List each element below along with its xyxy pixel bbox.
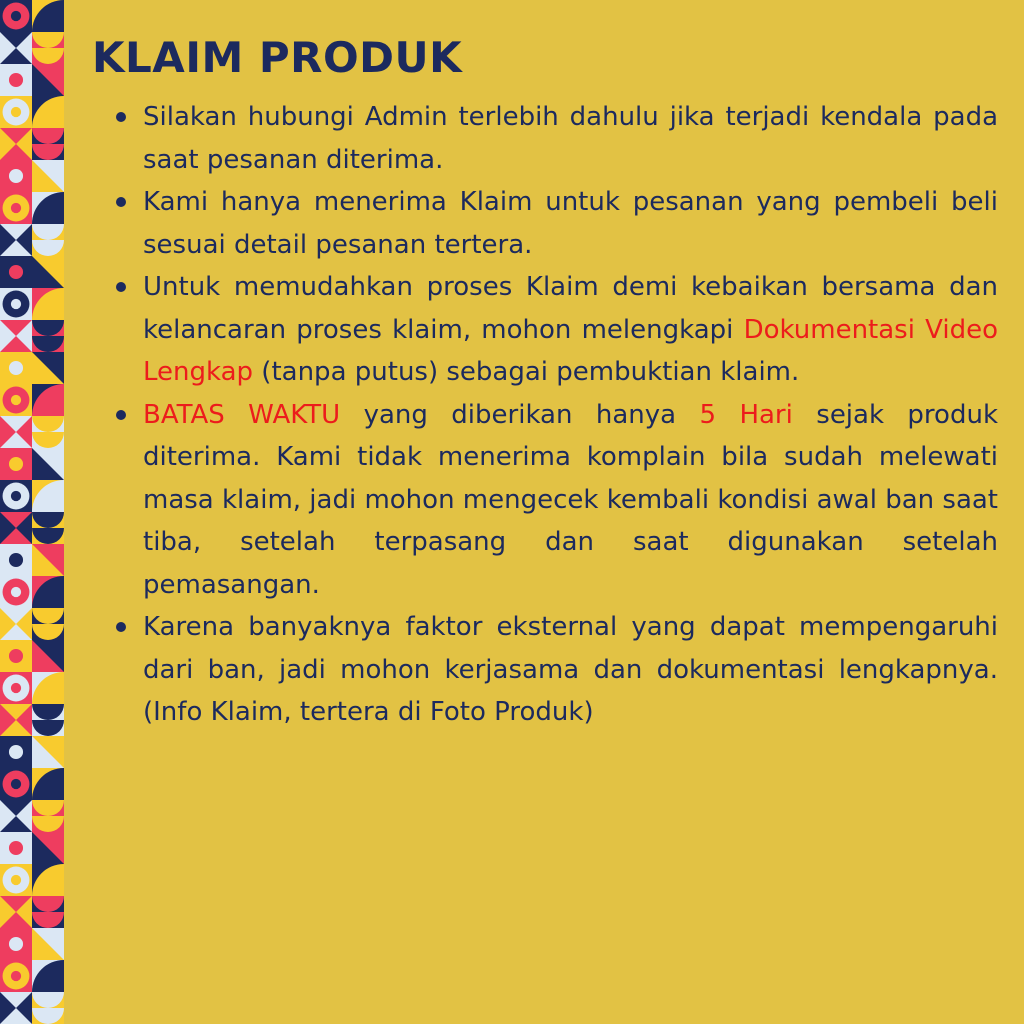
- pattern-circle-inner: [11, 203, 21, 213]
- rule-text: Silakan hubungi Admin terlebih dahulu jika terjadi kendala pada saat pesanan diterima.: [143, 102, 998, 175]
- pattern-dot: [9, 265, 23, 279]
- bullet-dot-icon: [116, 197, 126, 207]
- highlight-days: 5 Hari: [699, 399, 793, 430]
- pattern-dot: [9, 73, 23, 87]
- highlight-video-documentation: Dokumentasi Video Lengkap: [143, 314, 998, 387]
- highlight-time-limit: BATAS WAKTU: [143, 399, 341, 430]
- rule-item: [143, 606, 998, 734]
- rule-item: [143, 181, 998, 266]
- pattern-circle-inner: [11, 395, 21, 405]
- pattern-circle-inner: [11, 107, 21, 117]
- pattern-circle-inner: [11, 587, 21, 597]
- pattern-circle-inner: [11, 779, 21, 789]
- rule-text: sejak produk diterima. Kami tidak menerima komplain bila sudah melewati masa klaim, jadi mohon mengecek kembali kondisi awal ban saat tiba, setelah terpasang dan saat digunakan setelah pemasangan.: [143, 399, 999, 600]
- pattern-dot: [9, 937, 23, 951]
- pattern-dot: [9, 649, 23, 663]
- pattern-dot: [9, 841, 23, 855]
- bullet-dot-icon: [116, 112, 126, 122]
- pattern-circle-inner: [11, 491, 21, 501]
- pattern-circle-inner: [11, 875, 21, 885]
- geometric-pattern-strip: [0, 0, 64, 1024]
- pattern-dot: [9, 361, 23, 375]
- main-content: [92, 30, 998, 734]
- pattern-circle-inner: [11, 683, 21, 693]
- pattern-dot: [9, 553, 23, 567]
- rule-text: Kami hanya menerima Klaim untuk pesanan yang pembeli beli sesuai detail pesanan tertera.: [143, 187, 998, 260]
- rule-item: [143, 266, 998, 394]
- pattern-circle-inner: [11, 971, 21, 981]
- pattern-circle-inner: [11, 299, 21, 309]
- rule-text: Untuk memudahkan proses Klaim demi kebaikan bersama dan kelancaran proses klaim, mohon melengkapi: [143, 272, 998, 345]
- pattern-circle-inner: [11, 11, 21, 21]
- pattern-dot: [9, 457, 23, 471]
- bullet-dot-icon: [116, 282, 126, 292]
- rule-text: Karena banyaknya faktor eksternal yang dapat mempengaruhi dari ban, jadi mohon kerjasama dan dokumentasi lengkapnya. (Info Klaim, tertera di Foto Produk): [143, 612, 998, 727]
- page-title: KLAIM PRODUK: [92, 33, 463, 82]
- rule-item: [143, 96, 998, 181]
- rules-list: [92, 96, 998, 734]
- rule-text: yang diberikan hanya: [340, 399, 700, 430]
- pattern-dot: [9, 169, 23, 183]
- rule-item: [143, 394, 998, 607]
- bullet-dot-icon: [116, 410, 126, 420]
- bullet-dot-icon: [116, 622, 126, 632]
- pattern-dot: [9, 745, 23, 759]
- rule-text: (tanpa putus) sebagai pembuktian klaim.: [253, 357, 800, 387]
